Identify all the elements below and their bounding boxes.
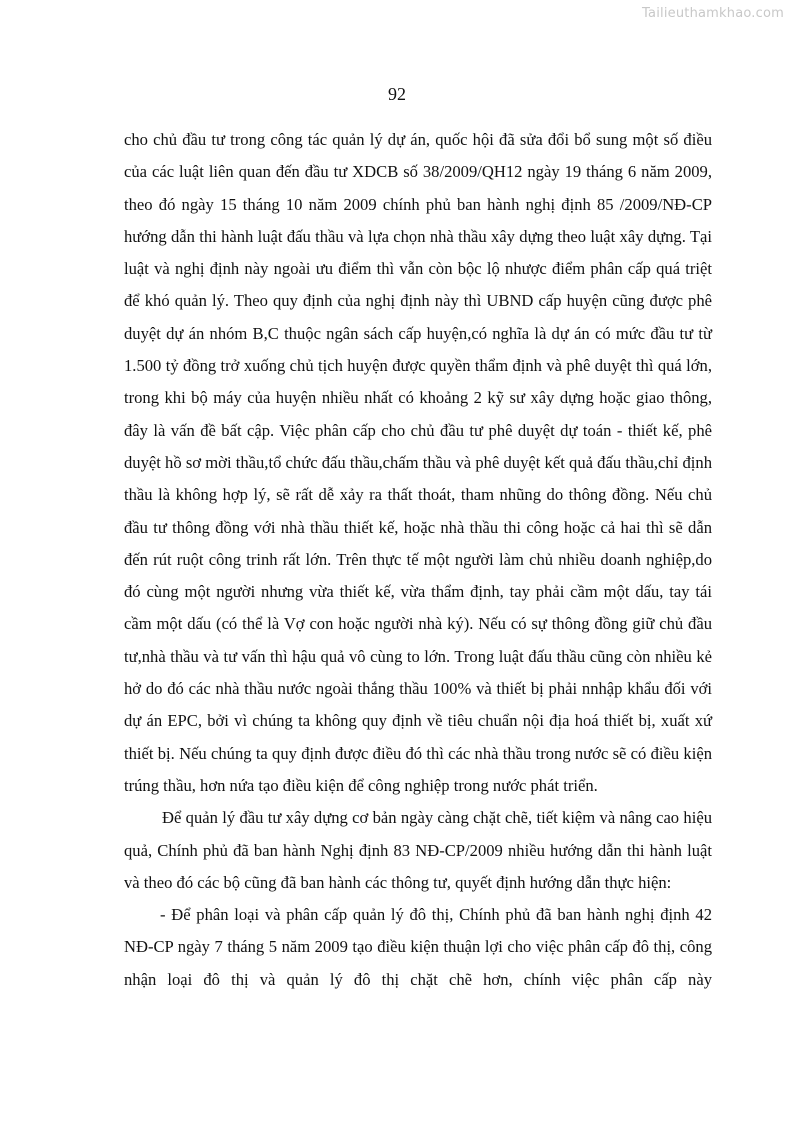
page-number: 92 bbox=[388, 84, 406, 104]
paragraph-3-bullet: - Để phân loại và phân cấp quản lý đô thị, Chính phủ đã ban hành nghị định 42 NĐ-CP ngày 7 tháng 5 năm 2009 tạo điều kiện thuận lợi cho việc phân cấp đô thị, công nhận loại đô thị và quản lý đô thị chặt chẽ hơn, chính việc phân cấp này bbox=[124, 905, 712, 989]
paragraph-1: cho chủ đầu tư trong công tác quản lý dự án, quốc hội đã sửa đổi bổ sung một số điều của các luật liên quan đến đầu tư XDCB số 38/2009/QH12 ngày 19 tháng 6 năm 2009, theo đó ngày 15 tháng 10 năm 2009 chính phủ ban hành nghị định 85 /2009/NĐ-CP hướng dẫn thi hành luật đấu thầu và lựa chọn nhà thầu xây dựng theo luật xây dựng. Tại luật và nghị định này ngoài ưu điểm thì vẫn còn bộc lộ nhược điểm phân cấp quá triệt để khó quản lý. Theo quy định của nghị định này thì UBND cấp huyện cũng được phê duyệt dự án nhóm B,C thuộc ngân sách cấp huyện,có nghĩa là dự án có mức đầu tư từ 1.500 tỷ đồng trở xuống chủ tịch huyện được quyền thẩm định và phê duyệt thì quá lớn, trong khi bộ máy của huyện nhiều nhất có khoảng 2 kỹ sư xây dựng hoặc giao thông, đây là vấn đề bất cập. Việc phân cấp cho chủ đầu tư phê duyệt dự toán - thiết kế, phê duyệt hồ sơ mời thầu,tổ chức đấu thầu,chấm thầu và phê duyệt kết quả đấu thầu,chỉ định thầu là không hợp lý, sẽ rất dễ xảy ra thất thoát, tham nhũng do thông đồng. Nếu chủ đầu tư thông đồng với nhà thầu thiết kế, hoặc nhà thầu thi công hoặc cả hai thì sẽ dẫn đến rút ruột công trinh rất lớn. Trên thực tế một người làm chủ nhiều doanh nghiệp,do đó cùng một người nhưng vừa thiết kế, vừa thẩm định, tay phải cầm một dấu, tay tái cầm một dấu (có thể là Vợ con hoặc người nhà ký). Nếu có sự thông đồng giữ chủ đầu tư,nhà thầu và tư vấn thì hậu quả vô cùng to lớn. Trong luật đấu thầu cũng còn nhiều kẻ hở do đó các nhà thầu nước ngoài thắng thầu 100% và thiết bị phải nnhập khẩu đối với dự án EPC, bởi vì chúng ta không quy định về tiêu chuẩn nội địa hoá thiết bị, xuất xứ thiết bị. Nếu chúng ta quy định được điều đó thì các nhà thầu trong nước sẽ có điều kiện trúng thầu, hơn nứa tạo điều kiện để công nghiệp trong nước phát triển. bbox=[124, 130, 712, 795]
document-body bbox=[124, 124, 712, 996]
paragraph-2: Để quản lý đầu tư xây dựng cơ bản ngày càng chặt chẽ, tiết kiệm và nâng cao hiệu quả, Chính phủ đã ban hành Nghị định 83 NĐ-CP/2009 nhiều hướng dẫn thi hành luật và theo đó các bộ cũng đã ban hành các thông tư, quyết định hướng dẫn thực hiện: bbox=[124, 808, 712, 892]
watermark-text: Tailieuthamkhao.com bbox=[642, 6, 784, 21]
